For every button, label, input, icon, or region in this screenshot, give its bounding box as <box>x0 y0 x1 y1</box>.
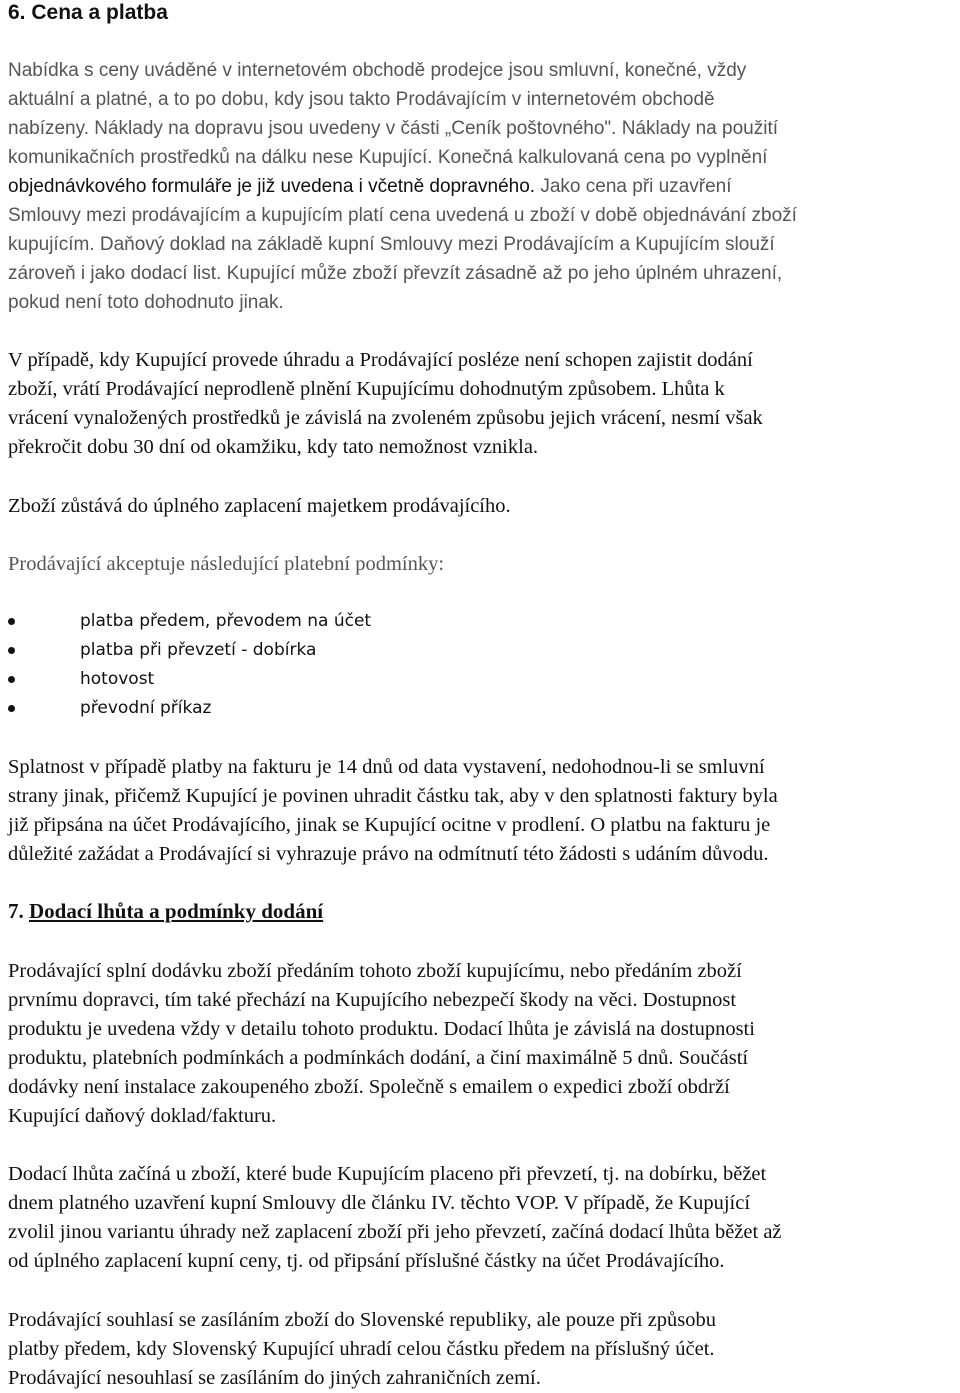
text-line: zvolil jinou variantu úhrady než zaplacení zboží při jeho převzetí, začíná dodací lhůta běžet až <box>8 1221 782 1243</box>
text-line: zároveň i jako dodací list. Kupující může zboží převzít zásadně až po jeho úplném uhrazení, <box>8 263 783 284</box>
text-line: Nabídka s ceny uváděné v internetovém obchodě prodejce jsou smluvní, konečné, vždy <box>8 60 747 81</box>
text-line: aktuální a platné, a to po dobu, kdy jsou takto Prodávajícím v internetovém obchodě <box>8 89 715 110</box>
bullet-icon <box>8 618 15 625</box>
section-7-paragraph-3 <box>8 1306 958 1393</box>
bullet-icon <box>8 647 15 654</box>
text-line: strany jinak, přičemž Kupující je povinen uhradit částku tak, aby v den splatnosti faktury byla <box>8 785 778 807</box>
list-item-label: platba při převzetí - dobírka <box>80 640 317 660</box>
text-line: Prodávající splní dodávku zboží předáním tohoto zboží kupujícímu, nebo předáním zboží <box>8 960 742 982</box>
text-line <box>8 172 953 201</box>
text-line: komunikačních prostředků na dálku nese Kupující. Konečná kalkulovaná cena po vyplnění <box>8 147 768 168</box>
payment-options-list <box>8 607 371 723</box>
text-line: Smlouvy mezi prodávajícím a kupujícím platí cena uvedená u zboží v době objednávání zboží <box>8 205 797 226</box>
list-item-label: převodní příkaz <box>80 698 212 718</box>
text-line: produktu je uvedena vždy v detailu tohoto produktu. Dodací lhůta je závislá na dostupnosti <box>8 1018 755 1040</box>
list-item-label: platba předem, převodem na účet <box>80 611 372 631</box>
text-line: Prodávající nesouhlasí se zasíláním do jiných zahraničních zemí. <box>8 1367 541 1389</box>
text-line: prvnímu dopravci, tím také přechází na Kupujícího nebezpečí škody na věci. Dostupnost <box>8 989 737 1011</box>
section-6-paragraph-2 <box>8 346 958 462</box>
section-6-heading: 6. Cena a platba <box>8 1 168 24</box>
text-line: důležité zažádat a Prodávající si vyhrazuje právo na odmítnutí této žádosti s udáním důvodu. <box>8 843 769 865</box>
text-line: od úplného zaplacení kupní ceny, tj. od připsání příslušné částky na účet Prodávajícího. <box>8 1250 725 1272</box>
text-line: dnem platného uzavření kupní Smlouvy dle článku IV. těchto VOP. V případě, že Kupující <box>8 1192 751 1214</box>
text-line: Prodávající akceptuje následující platební podmínky: <box>8 553 445 575</box>
section-6-paragraph-1 <box>8 56 953 317</box>
bullet-icon <box>8 676 15 683</box>
list-item-label: hotovost <box>80 669 155 689</box>
section-7-heading <box>8 897 323 926</box>
text-line: nabízeny. Náklady na dopravu jsou uvedeny v části „Ceník poštovného". Náklady na použití <box>8 118 779 139</box>
text-line: V případě, kdy Kupující provede úhradu a Prodávající posléze není schopen zajistit dodání <box>8 349 753 371</box>
section-7-paragraph-2 <box>8 1160 958 1276</box>
section-6-paragraph-5 <box>8 753 958 869</box>
section-6-paragraph-3 <box>8 492 958 521</box>
text-line: Prodávající souhlasí se zasíláním zboží do Slovenské republiky, ale pouze při způsobu <box>8 1309 717 1331</box>
text-line: pokud není toto dohodnuto jinak. <box>8 292 284 313</box>
text-line: zboží, vrátí Prodávající neprodleně plnění Kupujícímu dohodnutým způsobem. Lhůta k <box>8 378 725 400</box>
text-line: dodávky není instalace zakoupeného zboží. Společně s emailem o expedici zboží obdrží <box>8 1076 730 1098</box>
bullet-icon <box>8 705 15 712</box>
section-7-title: Dodací lhůta a podmínky dodání <box>29 899 324 923</box>
text-line: Kupující daňový doklad/fakturu. <box>8 1105 277 1127</box>
text-line: Splatnost v případě platby na fakturu je 14 dnů od data vystavení, nedohodnou-li se smluvní <box>8 756 765 778</box>
section-6-paragraph-4 <box>8 550 958 579</box>
text-line: Zboží zůstává do úplného zaplacení majetkem prodávajícího. <box>8 495 511 517</box>
text-line: vrácení vynaložených prostředků je závislá na zvoleném způsobu jejich vrácení, nesmí však <box>8 407 763 429</box>
list-item <box>8 694 371 723</box>
text-line: kupujícím. Daňový doklad na základě kupní Smlouvy mezi Prodávajícím a Kupujícím slouží <box>8 234 775 255</box>
text-line: již připsána na účet Prodávajícího, jinak se Kupující ocitne v prodlení. O platbu na fakturu je <box>8 814 771 836</box>
section-7-paragraph-1 <box>8 957 958 1131</box>
text-line: produktu, platebních podmínkách a podmínkách dodání, a činí maximálně 5 dnů. Součástí <box>8 1047 749 1069</box>
text-line: překročit dobu 30 dní od okamžiku, kdy tato nemožnost vznikla. <box>8 436 539 458</box>
text-line: platby předem, kdy Slovenský Kupující uhradí celou částku předem na příslušný účet. <box>8 1338 715 1360</box>
section-7-number: 7. <box>8 899 29 923</box>
text-fragment: Jako cena při uzavření <box>535 176 732 197</box>
text-line: Dodací lhůta začíná u zboží, které bude Kupujícím placeno při převzetí, tj. na dobírku, běžet <box>8 1163 767 1185</box>
list-item <box>8 636 371 665</box>
list-item <box>8 607 371 636</box>
list-item <box>8 665 371 694</box>
text-emphasis: objednávkového formuláře je již uvedena i včetně dopravného. <box>8 176 536 197</box>
